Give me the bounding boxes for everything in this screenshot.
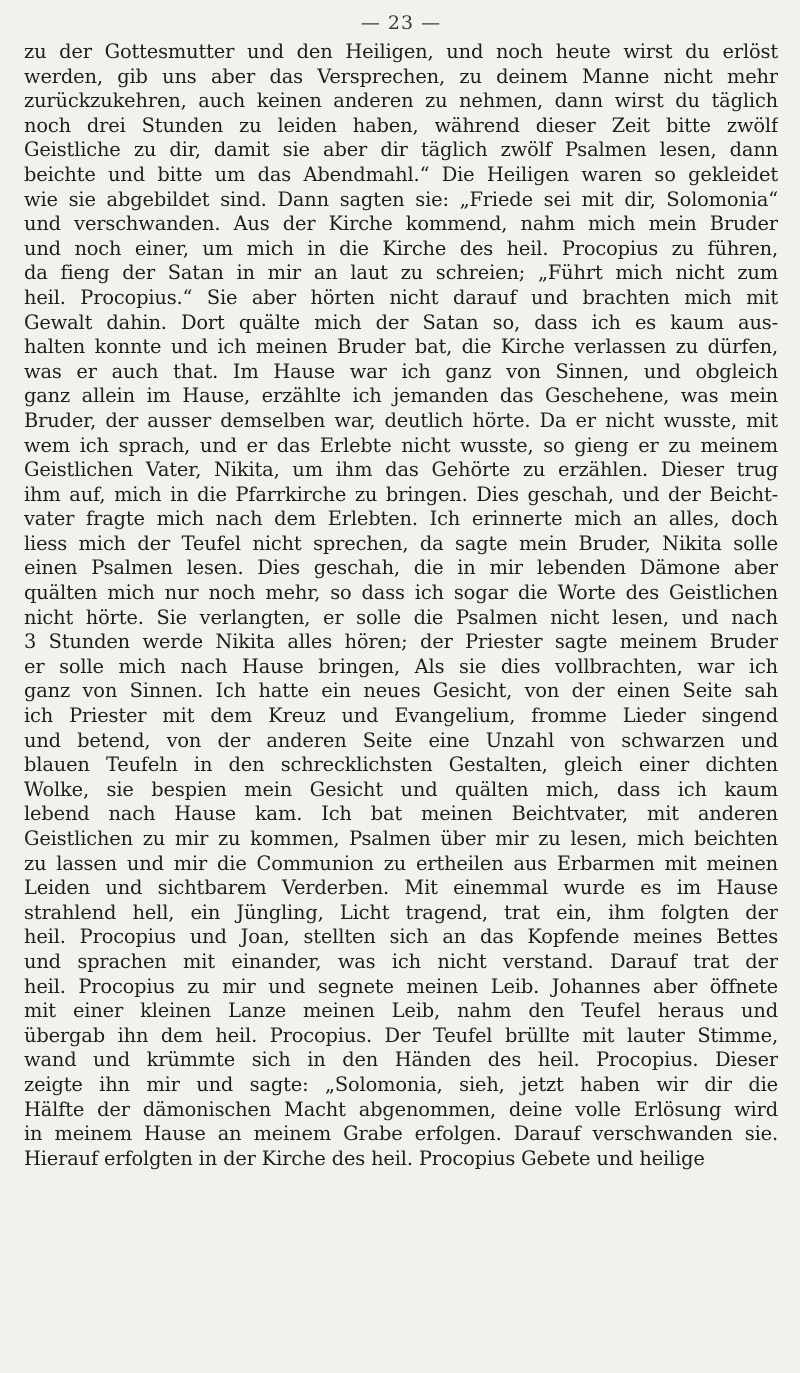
text-line: Geistliche zu dir, damit sie aber dir täglich zwölf Psalmen lesen, dann: [24, 138, 778, 162]
text-line: und verschwanden. Aus der Kirche kommend, nahm mich mein Bruder: [24, 212, 778, 236]
text-line: übergab ihn dem heil. Procopius. Der Teufel brüllte mit lauter Stimme,: [24, 1023, 778, 1047]
text-line: ihm auf, mich in die Pfarrkirche zu bringen. Dies geschah, und der Beicht-: [24, 482, 778, 506]
text-line: Gewalt dahin. Dort quälte mich der Satan so, dass ich es kaum aus-: [24, 310, 778, 334]
text-line: lebend nach Hause kam. Ich bat meinen Beichtvater, mit anderen: [24, 802, 778, 826]
text-line: und noch einer, um mich in die Kirche des heil. Procopius zu führen,: [24, 236, 778, 260]
text-line: beichte und bitte um das Abendmahl.“ Die Heiligen waren so gekleidet: [24, 162, 778, 186]
text-line: in meinem Hause an meinem Grabe erfolgen. Darauf verschwanden sie.: [24, 1122, 778, 1146]
text-line: heil. Procopius.“ Sie aber hörten nicht darauf und brachten mich mit: [24, 285, 778, 309]
text-line: Hierauf erfolgten in der Kirche des heil. Procopius Gebete und heilige: [24, 1146, 705, 1170]
text-line: 3 Stunden werde Nikita alles hören; der Priester sagte meinem Bruder: [24, 630, 778, 654]
text-line: halten konnte und ich meinen Bruder bat, die Kirche verlassen zu dürfen,: [24, 335, 778, 359]
text-line: Geistlichen Vater, Nikita, um ihm das Gehörte zu erzählen. Dieser trug: [24, 458, 778, 482]
text-line: werden, gib uns aber das Versprechen, zu deinem Manne nicht mehr: [24, 64, 778, 88]
text-line: und betend, von der anderen Seite eine Unzahl von schwarzen und: [24, 728, 778, 752]
text-line: was er auch that. Im Hause war ich ganz von Sinnen, und obgleich: [24, 359, 778, 383]
text-line: da fieng der Satan in mir an laut zu schreien; „Führt mich nicht zum: [24, 261, 778, 285]
text-line: Wolke, sie bespien mein Gesicht und quälten mich, dass ich kaum: [24, 777, 778, 801]
text-line: Bruder, der ausser demselben war, deutlich hörte. Da er nicht wusste, mit: [24, 408, 778, 432]
text-line: strahlend hell, ein Jüngling, Licht tragend, trat ein, ihm folgten der: [24, 900, 778, 924]
text-line: nicht hörte. Sie verlangten, er solle die Psalmen nicht lesen, und nach: [24, 605, 778, 629]
text-line: heil. Procopius und Joan, stellten sich an das Kopfende meines Bettes: [24, 925, 778, 949]
text-line: Leiden und sichtbarem Verderben. Mit einemmal wurde es im Hause: [24, 876, 778, 900]
text-line: heil. Procopius zu mir und segnete meinen Leib. Johannes aber öffnete: [24, 974, 778, 998]
text-line: ich Priester mit dem Kreuz und Evangelium, fromme Lieder singend: [24, 704, 778, 728]
text-line: quälten mich nur noch mehr, so dass ich sogar die Worte des Geistlichen: [24, 581, 778, 605]
text-line: ganz allein im Hause, erzählte ich jemanden das Geschehene, was mein: [24, 384, 778, 408]
text-line: wem ich sprach, und er das Erlebte nicht wusste, so gieng er zu meinem: [24, 433, 778, 457]
text-line: wand und krümmte sich in den Händen des heil. Procopius. Dieser: [24, 1048, 778, 1072]
text-line: einen Psalmen lesen. Dies geschah, die in mir lebenden Dämone aber: [24, 556, 778, 580]
body-text: [24, 40, 778, 1171]
text-line: zeigte ihn mir und sagte: „Solomonia, sieh, jetzt haben wir dir die: [24, 1072, 778, 1096]
text-line: mit einer kleinen Lanze meinen Leib, nahm den Teufel heraus und: [24, 999, 778, 1023]
text-line: blauen Teufeln in den schrecklichsten Gestalten, gleich einer dichten: [24, 753, 778, 777]
text-line: noch drei Stunden zu leiden haben, während dieser Zeit bitte zwölf: [24, 113, 778, 137]
text-line: ganz von Sinnen. Ich hatte ein neues Gesicht, von der einen Seite sah: [24, 679, 778, 703]
text-line: vater fragte mich nach dem Erlebten. Ich erinnerte mich an alles, doch: [24, 507, 778, 531]
text-line: zurückzukehren, auch keinen anderen zu nehmen, dann wirst du täglich: [24, 89, 778, 113]
text-line: Geistlichen zu mir zu kommen, Psalmen über mir zu lesen, mich beichten: [24, 827, 778, 850]
text-line: und sprachen mit einander, was ich nicht verstand. Darauf trat der: [24, 949, 778, 973]
text-line: wie sie abgebildet sind. Dann sagten sie: „Friede sei mit dir, Solomonia“: [24, 187, 778, 211]
text-line: zu der Gottesmutter und den Heiligen, und noch heute wirst du erlöst: [24, 40, 778, 63]
text-line: Hälfte der dämonischen Macht abgenommen, deine volle Erlösung wird: [24, 1097, 778, 1121]
text-line: zu lassen und mir die Communion zu ertheilen aus Erbarmen mit meinen: [24, 851, 778, 875]
text-line: er solle mich nach Hause bringen, Als sie dies vollbrachten, war ich: [24, 654, 778, 678]
text-line: liess mich der Teufel nicht sprechen, da sagte mein Bruder, Nikita solle: [24, 531, 778, 555]
page-number: — 23 —: [360, 12, 442, 34]
